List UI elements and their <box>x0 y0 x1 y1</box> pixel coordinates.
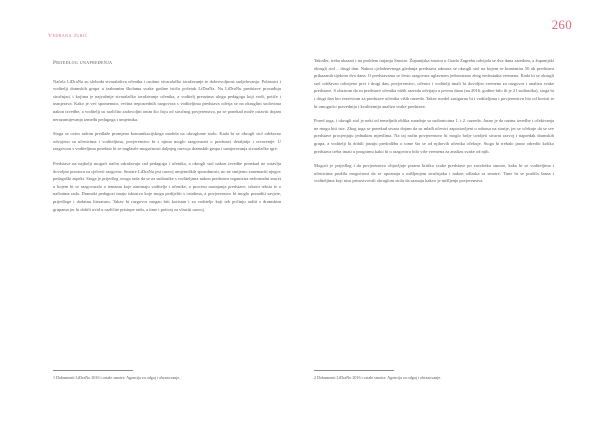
page-number: 260 <box>551 17 572 32</box>
running-head-author: Vedrana Jurić <box>48 33 88 39</box>
body-paragraph: Načela LiDraNa su sloboda stvaralaštva učenika i osobno stvaralačko izražavanje te dobrovoljnost sudjelovanja. Polaznici i voditelji dramskih grupa u izabranim školama svake godine ističu početak LiDraNa. Na LiDraNu predstave prosuđuju stručnjaci i kojima je najvažnije stvaralačko izražavanje učenika, a voditelj preuzima ulogu pedagoga koji vodi, potiče i usmjerava. Kako je već spomenuto, većina neposrednih razgovora s voditeljima predstava odvija se na okruglim stolovima nakon izvedbe, a voditelji su različito zadovoljni onim što čuju od stručnog povjerenstva, pa se ponekad može ostaviti dojam nerazumijevanja između pedagoga i umjetnika. <box>53 78 281 122</box>
footnote-left: 1 Dokumenti LiDraNo 2016 i ostale smotre. Agencija za odgoj i obrazovanje. <box>53 375 181 380</box>
footnote-divider <box>314 370 394 371</box>
body-paragraph: Također, treba ukazati i na problem trajanja Smotre. Županijska smotra u Gradu Zagrebu odvijala se dva dana zaredom, a županijski okrugli stol – drugi dan. Nakon cjelodnevnoga gledanja predstava odmora se okrugli stol na kojem se komentira 50 ak predstava prikazanih tijekom dva dana. O predstavama se često razgovara uglavnom jednostrano zbog nedostatka vremena. Kada bi se okrugli stol održavao odvojeno prvi i drugi dan, povjerenstvo, učenici i voditelji imali bi dovoljno vremena za razgovor i analizu svake predstave. S obzirom da su predstave učenika nižih razreda odvijaju u prvom danu (na 2016. godine bilo ih je 21 sudionika), stoga bi i drugi dan bio rezerviran za predstave učenika viših razreda. Takav model zasigurno bi i voditeljima i povjerenstvu bio od koristi te bi omogućio pravedniju i kvalitetniju analizu svake predstave. <box>314 58 554 109</box>
footnote-divider <box>53 370 133 371</box>
right-column <box>314 57 554 192</box>
left-column <box>53 60 281 220</box>
body-paragraph: Stoga se ovim radom predlaže promjena komunikacijskoga modela na okruglome stolu. Kada bi se okrugli stol održavao odvojeno sa učenicima i voditeljima, povjerenstvo bi s njima moglo razgovarati o predstavi detaljnije i otvorenije. U razgovoru s voditeljima posebno bi se naglasile mogućnosti daljnjeg razvoja dramskih grupa i usmjeravanja stvaralačke igre. <box>53 131 281 152</box>
body-paragraph: Pored toga, i okrugli stol je neki od temeljnih oblika suradnje sa sudionicima 1. i 2. razreda. Jasno je da razina izvedbe i očekivanja ne mogu biti iste. Zbog toga se ponekad stvara dojam da su mlađi učenici zapostavljeni u odnosu na starije, jer se očekuje da se sve predstave procjenjuju jednakim mjerilima. Na taj način povjerenstvo bi moglo bolje uvidjeti stvarni razvoj i napredak dramskih grupa, a voditelji bi dobili jasniju predodžbu o tome što se od njihovih učenika očekuje. Stoga bi trebalo jasno odrediti koliko predstava treba imati u programu kako bi u razgovoru bilo više vremena za analizu svake od njih. <box>314 118 554 154</box>
body-paragraph: Mogući je prijedlog i da povjerenstvo objavljuje pisanu kritiku svake predstave po završetku smotre, kako bi se voditeljima i učenicima pružila mogućnost da se upoznaju s mišljenjem stručnjaka i nakon odlaska sa smotre. Time bi se pružila šansa i voditeljima koji nisu prisustvovali okruglom stolu da saznaju kakvo je mišljenje povjerenstva. <box>314 163 554 184</box>
body-paragraph: Predstave na najbolji mogući način odražavaju rad pedagoga i učenika, a okrugli stol nakon izvedbe ponekad ne ostavlja dovoljno prostora za cjelovit razgovor. Smotre LiDraNa jest razvoj umjetničkih sposobnosti, no ne smijemo zanemariti njegov pedagoški aspekt. Stoga je prijedlog ovoga rada da se za sudionike s voditeljima nakon predstava organizira neformalni susret u kojem bi se razgovaralo o temama koje zanimaju voditelje i učenike, o procesu nastajanja predstave, izboru teksta te o načinima rada. Dramski pedagozi imaju iskustva koje mogu podijeliti s ostalima, a povjerenstvo bi moglo ponuditi savjete, prijedloge i dodatnu literaturu. Takav bi razgovor mogao biti koristan i za voditelje koji tek počinju raditi s dramskim grupama jer bi dobili uvid u različite pristupe radu, a time i poticaj za vlastiti razvoj. <box>53 160 281 212</box>
section-title: Prijedlog unapređenja <box>53 60 113 66</box>
footnote-right: 2 Dokumenti LiDraNo 2016 i ostale smotre. Agencija za odgoj i obrazovanje. <box>314 375 442 380</box>
